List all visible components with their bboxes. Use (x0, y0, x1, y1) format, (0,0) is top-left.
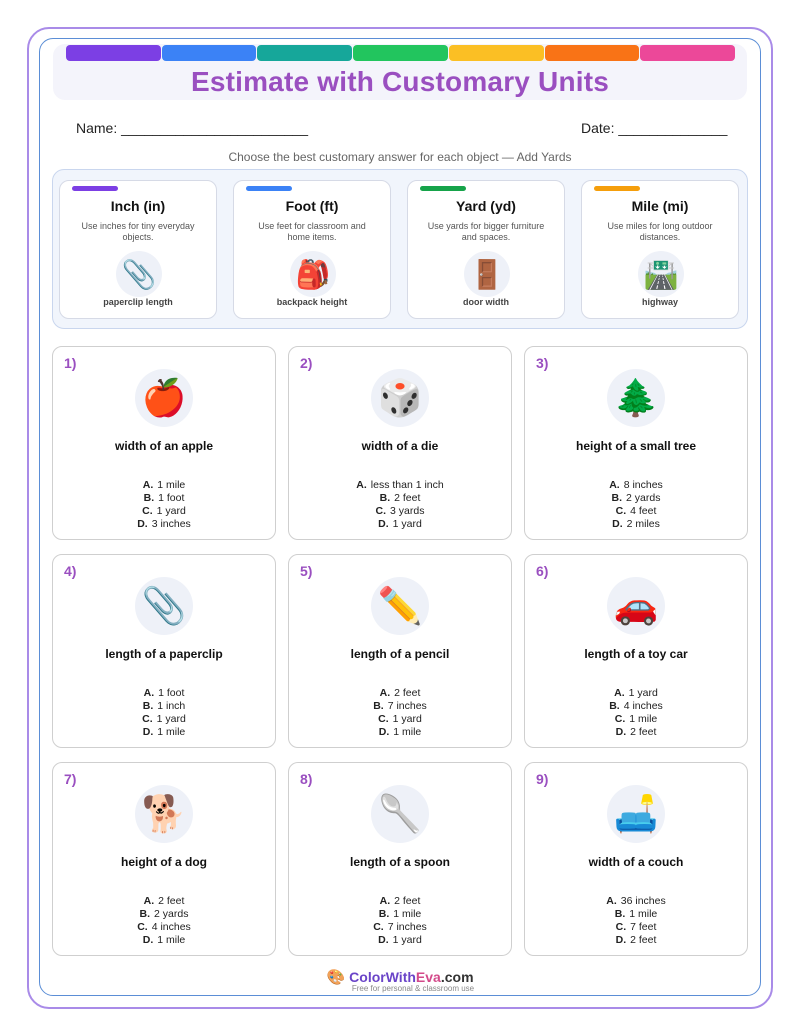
answer-option[interactable] (289, 505, 511, 518)
unit-name: Yard (yd) (456, 198, 516, 214)
unit-accent-bar (246, 186, 292, 191)
question-prompt: length of a spoon (350, 855, 450, 869)
color-strip-segment (545, 45, 640, 61)
option-letter: D. (615, 726, 627, 738)
answer-option[interactable] (53, 479, 275, 492)
option-letter: D. (612, 518, 623, 530)
spoon-icon: 🥄 (371, 785, 429, 843)
option-letter: B. (609, 700, 620, 712)
date-field[interactable]: Date: ______________ (581, 120, 728, 136)
option-letter: A. (379, 687, 391, 699)
option-letter: B. (373, 700, 384, 712)
option-text: 1 mile (157, 479, 186, 491)
question-card (52, 346, 276, 540)
option-letter: C. (142, 505, 153, 517)
question-number: 9) (536, 771, 549, 787)
option-letter: A. (614, 687, 625, 699)
option-text: 2 feet (630, 726, 657, 738)
name-field[interactable]: Name: ________________________ (76, 120, 308, 136)
option-text: 2 feet (394, 895, 421, 907)
option-text: 1 foot (158, 492, 185, 504)
backpack-icon: 🎒 (290, 251, 336, 297)
color-strip-segment (449, 45, 544, 61)
option-text: 2 feet (630, 934, 657, 946)
option-letter: C. (615, 921, 627, 933)
option-text: 1 mile (157, 726, 186, 738)
unit-description: Use feet for classroom and home items. (258, 221, 366, 242)
answer-option[interactable] (53, 713, 275, 726)
option-text: 1 yard (392, 934, 422, 946)
unit-card (581, 180, 739, 319)
question-number: 4) (64, 563, 77, 579)
question-card (524, 762, 748, 956)
paperclip-icon: 📎 (116, 251, 162, 297)
answer-option[interactable] (53, 726, 275, 739)
option-text: 2 yards (626, 492, 661, 504)
option-text: less than 1 inch (370, 479, 444, 491)
option-text: 4 feet (630, 505, 657, 517)
brand-with-text: With (385, 969, 416, 985)
answer-options (53, 687, 275, 739)
answer-option[interactable] (289, 713, 511, 726)
question-card (524, 346, 748, 540)
question-card (288, 346, 512, 540)
answer-option[interactable] (53, 687, 275, 700)
answer-option[interactable] (289, 934, 511, 947)
option-letter: A. (142, 479, 154, 491)
question-prompt: width of a die (361, 439, 439, 453)
question-prompt: width of a couch (588, 855, 684, 869)
question-card (288, 554, 512, 748)
question-card (524, 554, 748, 748)
answer-option[interactable] (525, 505, 747, 518)
tree-icon: 🌲 (607, 369, 665, 427)
answer-option[interactable] (289, 908, 511, 921)
car-icon: 🚗 (607, 577, 665, 635)
unit-description: Use yards for bigger furniture and spaces. (427, 221, 545, 242)
couch-icon: 🛋️ (607, 785, 665, 843)
option-letter: A. (606, 895, 617, 907)
answer-option[interactable] (53, 518, 275, 531)
option-letter: D. (378, 934, 389, 946)
unit-card (233, 180, 391, 319)
dog-icon: 🐕 (135, 785, 193, 843)
answer-option[interactable] (525, 934, 747, 947)
unit-example: door width (463, 297, 509, 307)
question-number: 5) (300, 563, 313, 579)
option-text: 1 mile (393, 908, 422, 920)
color-strip-segment (353, 45, 448, 61)
answer-options (289, 895, 511, 947)
question-number: 6) (536, 563, 549, 579)
answer-option[interactable] (53, 895, 275, 908)
answer-options (289, 479, 511, 531)
question-number: 3) (536, 355, 549, 371)
answer-options (525, 895, 747, 947)
footer-tagline: Free for personal & classroom use (351, 984, 475, 993)
answer-option[interactable] (289, 921, 511, 934)
palette-icon: 🎨 (326, 969, 346, 986)
option-letter: D. (142, 934, 154, 946)
option-text: 1 mile (393, 726, 422, 738)
question-number: 7) (64, 771, 77, 787)
option-letter: C. (375, 505, 387, 517)
brand-eva-text: Eva (415, 969, 441, 985)
option-text: 2 feet (394, 492, 421, 504)
option-letter: C. (615, 505, 627, 517)
option-text: 1 mile (629, 713, 658, 725)
answer-option[interactable] (525, 479, 747, 492)
question-prompt: length of a toy car (584, 647, 688, 661)
question-number: 8) (300, 771, 313, 787)
unit-name: Mile (mi) (631, 198, 689, 214)
question-prompt: length of a paperclip (105, 647, 223, 661)
answer-option[interactable] (53, 492, 275, 505)
answer-option[interactable] (289, 700, 511, 713)
option-text: 7 feet (630, 921, 657, 933)
answer-option[interactable] (525, 726, 747, 739)
option-letter: B. (142, 700, 154, 712)
option-text: 36 inches (620, 895, 666, 907)
unit-name: Foot (ft) (285, 198, 339, 214)
unit-accent-bar (72, 186, 118, 191)
answer-option[interactable] (525, 700, 747, 713)
answer-option[interactable] (53, 934, 275, 947)
option-letter: B. (378, 908, 390, 920)
paperclip-icon: 📎 (135, 577, 193, 635)
answer-option[interactable] (525, 687, 747, 700)
page-title: Estimate with Customary Units (190, 66, 610, 97)
answer-option[interactable] (289, 492, 511, 505)
answer-option[interactable] (289, 895, 511, 908)
option-text: 1 foot (158, 687, 185, 699)
answer-option[interactable] (525, 921, 747, 934)
option-letter: A. (143, 895, 155, 907)
option-letter: A. (356, 479, 367, 491)
answer-option[interactable] (289, 687, 511, 700)
answer-option[interactable] (53, 505, 275, 518)
answer-options (289, 687, 511, 739)
option-letter: B. (143, 492, 155, 504)
option-letter: D. (378, 518, 389, 530)
answer-options (525, 479, 747, 531)
answer-option[interactable] (53, 700, 275, 713)
option-letter: C. (137, 921, 148, 933)
answer-options (53, 479, 275, 531)
option-letter: B. (139, 908, 151, 920)
question-prompt: width of an apple (115, 439, 213, 453)
color-strip-segment (640, 45, 735, 61)
question-number: 1) (64, 355, 77, 371)
option-text: 2 miles (626, 518, 660, 530)
highway-icon: 🛣️ (638, 251, 684, 297)
option-text: 1 mile (157, 934, 186, 946)
unit-accent-bar (594, 186, 640, 191)
unit-accent-bar (420, 186, 466, 191)
brand-com-text: .com (440, 969, 474, 985)
answer-option[interactable] (525, 908, 747, 921)
option-text: 1 yard (628, 687, 658, 699)
answer-options (525, 687, 747, 739)
option-letter: C. (142, 713, 153, 725)
option-text: 4 inches (151, 921, 191, 933)
option-letter: D. (142, 726, 154, 738)
option-letter: D. (615, 934, 627, 946)
question-number: 2) (300, 355, 313, 371)
option-letter: C. (373, 921, 384, 933)
brand-color-text: Color (349, 969, 386, 985)
answer-option[interactable] (53, 908, 275, 921)
question-card (52, 762, 276, 956)
option-text: 1 yard (392, 713, 422, 725)
unit-example: highway (641, 297, 678, 307)
option-text: 3 inches (151, 518, 191, 530)
instructions: Choose the best customary answer for each object — Add Yards (228, 150, 572, 164)
answer-option[interactable] (525, 492, 747, 505)
option-letter: B. (614, 908, 626, 920)
unit-name: Inch (in) (110, 198, 166, 214)
option-text: 1 mile (629, 908, 658, 920)
pencil-icon: ✏️ (371, 577, 429, 635)
answer-option[interactable] (525, 713, 747, 726)
question-prompt: length of a pencil (350, 647, 450, 661)
unit-example: backpack height (276, 297, 348, 307)
unit-example: paperclip length (103, 297, 173, 307)
unit-description: Use miles for long outdoor distances. (607, 221, 713, 242)
option-letter: A. (379, 895, 391, 907)
option-text: 4 inches (623, 700, 663, 712)
option-letter: B. (379, 492, 391, 504)
color-strip-segment (66, 45, 161, 61)
answer-options (53, 895, 275, 947)
option-letter: B. (611, 492, 623, 504)
question-prompt: height of a small tree (575, 439, 697, 453)
answer-option[interactable] (289, 518, 511, 531)
unit-card (59, 180, 217, 319)
option-text: 2 feet (394, 687, 421, 699)
option-text: 7 inches (387, 700, 427, 712)
option-letter: A. (143, 687, 155, 699)
color-strip (66, 45, 736, 61)
option-text: 1 yard (156, 505, 186, 517)
color-strip-segment (162, 45, 257, 61)
option-text: 1 yard (156, 713, 186, 725)
option-letter: D. (378, 726, 390, 738)
answer-option[interactable] (53, 921, 275, 934)
die-icon: 🎲 (371, 369, 429, 427)
question-prompt: height of a dog (121, 855, 207, 869)
unit-card (407, 180, 565, 319)
door-icon: 🚪 (464, 251, 510, 297)
option-letter: A. (609, 479, 620, 491)
color-strip-segment (257, 45, 352, 61)
apple-icon: 🍎 (135, 369, 193, 427)
option-letter: C. (614, 713, 626, 725)
option-text: 3 yards (390, 505, 425, 517)
unit-description: Use inches for tiny everyday objects. (81, 221, 195, 242)
option-letter: C. (378, 713, 389, 725)
question-card (288, 762, 512, 956)
question-card (52, 554, 276, 748)
answer-option[interactable] (289, 479, 511, 492)
answer-option[interactable] (289, 726, 511, 739)
option-text: 8 inches (623, 479, 663, 491)
option-letter: D. (137, 518, 148, 530)
answer-option[interactable] (525, 518, 747, 531)
answer-option[interactable] (525, 895, 747, 908)
option-text: 1 inch (157, 700, 186, 712)
option-text: 7 inches (387, 921, 427, 933)
option-text: 2 feet (158, 895, 185, 907)
option-text: 1 yard (392, 518, 422, 530)
option-text: 2 yards (154, 908, 189, 920)
